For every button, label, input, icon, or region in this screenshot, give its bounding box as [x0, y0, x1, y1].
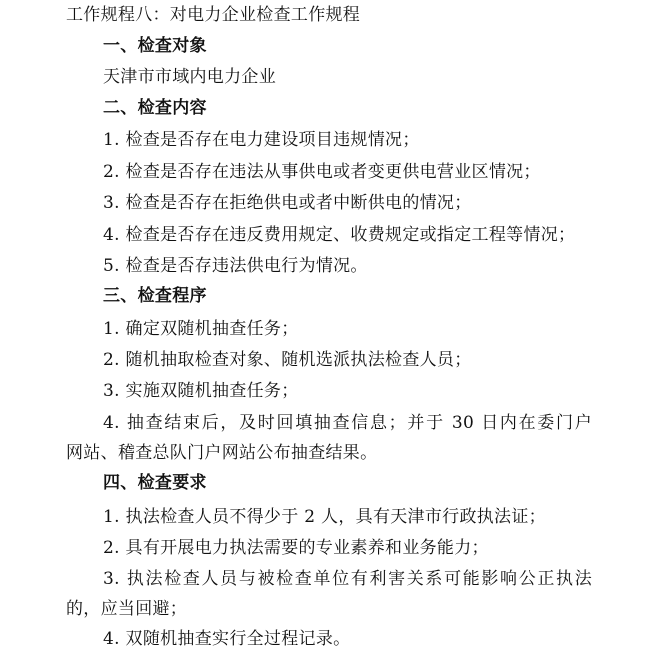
list-item: 5. 检查是否存违法供电行为情况。	[103, 256, 368, 276]
list-item: 2. 具有开展电力执法需要的专业素养和业务能力；	[103, 538, 489, 558]
list-item: 3. 实施双随机抽查任务；	[103, 381, 299, 401]
list-item-continuation: 的，应当回避；	[66, 599, 188, 619]
list-item: 4. 抽查结束后，及时回填抽查信息；并于 30 日内在委门户	[103, 413, 592, 433]
list-item: 4. 检查是否存在违反费用规定、收费规定或指定工程等情况；	[103, 225, 576, 245]
section-heading-requirements: 四、检查要求	[103, 473, 207, 493]
list-item: 3. 检查是否存在拒绝供电或者中断供电的情况；	[103, 193, 472, 213]
list-item: 1. 确定双随机抽查任务；	[103, 319, 299, 339]
list-item: 2. 检查是否存在违法从事供电或者变更供电营业区情况；	[103, 162, 541, 182]
section-heading-content: 二、检查内容	[103, 98, 207, 118]
list-item: 1. 检查是否存在电力建设项目违规情况；	[103, 130, 420, 150]
list-item: 2. 随机抽取检查对象、随机选派执法检查人员；	[103, 350, 472, 370]
section-heading-procedure: 三、检查程序	[103, 286, 207, 306]
list-item: 3. 执法检查人员与被检查单位有利害关系可能影响公正执法	[103, 569, 592, 589]
list-item-continuation: 网站、稽查总队门户网站公布抽查结果。	[66, 443, 378, 463]
document-title: 工作规程八：对电力企业检查工作规程	[66, 5, 361, 25]
section-line: 天津市市域内电力企业	[103, 67, 276, 87]
list-item: 1. 执法检查人员不得少于 2 人，具有天津市行政执法证；	[103, 507, 546, 527]
section-heading-objects: 一、检查对象	[103, 36, 207, 56]
list-item: 4. 双随机抽查实行全过程记录。	[103, 629, 351, 649]
